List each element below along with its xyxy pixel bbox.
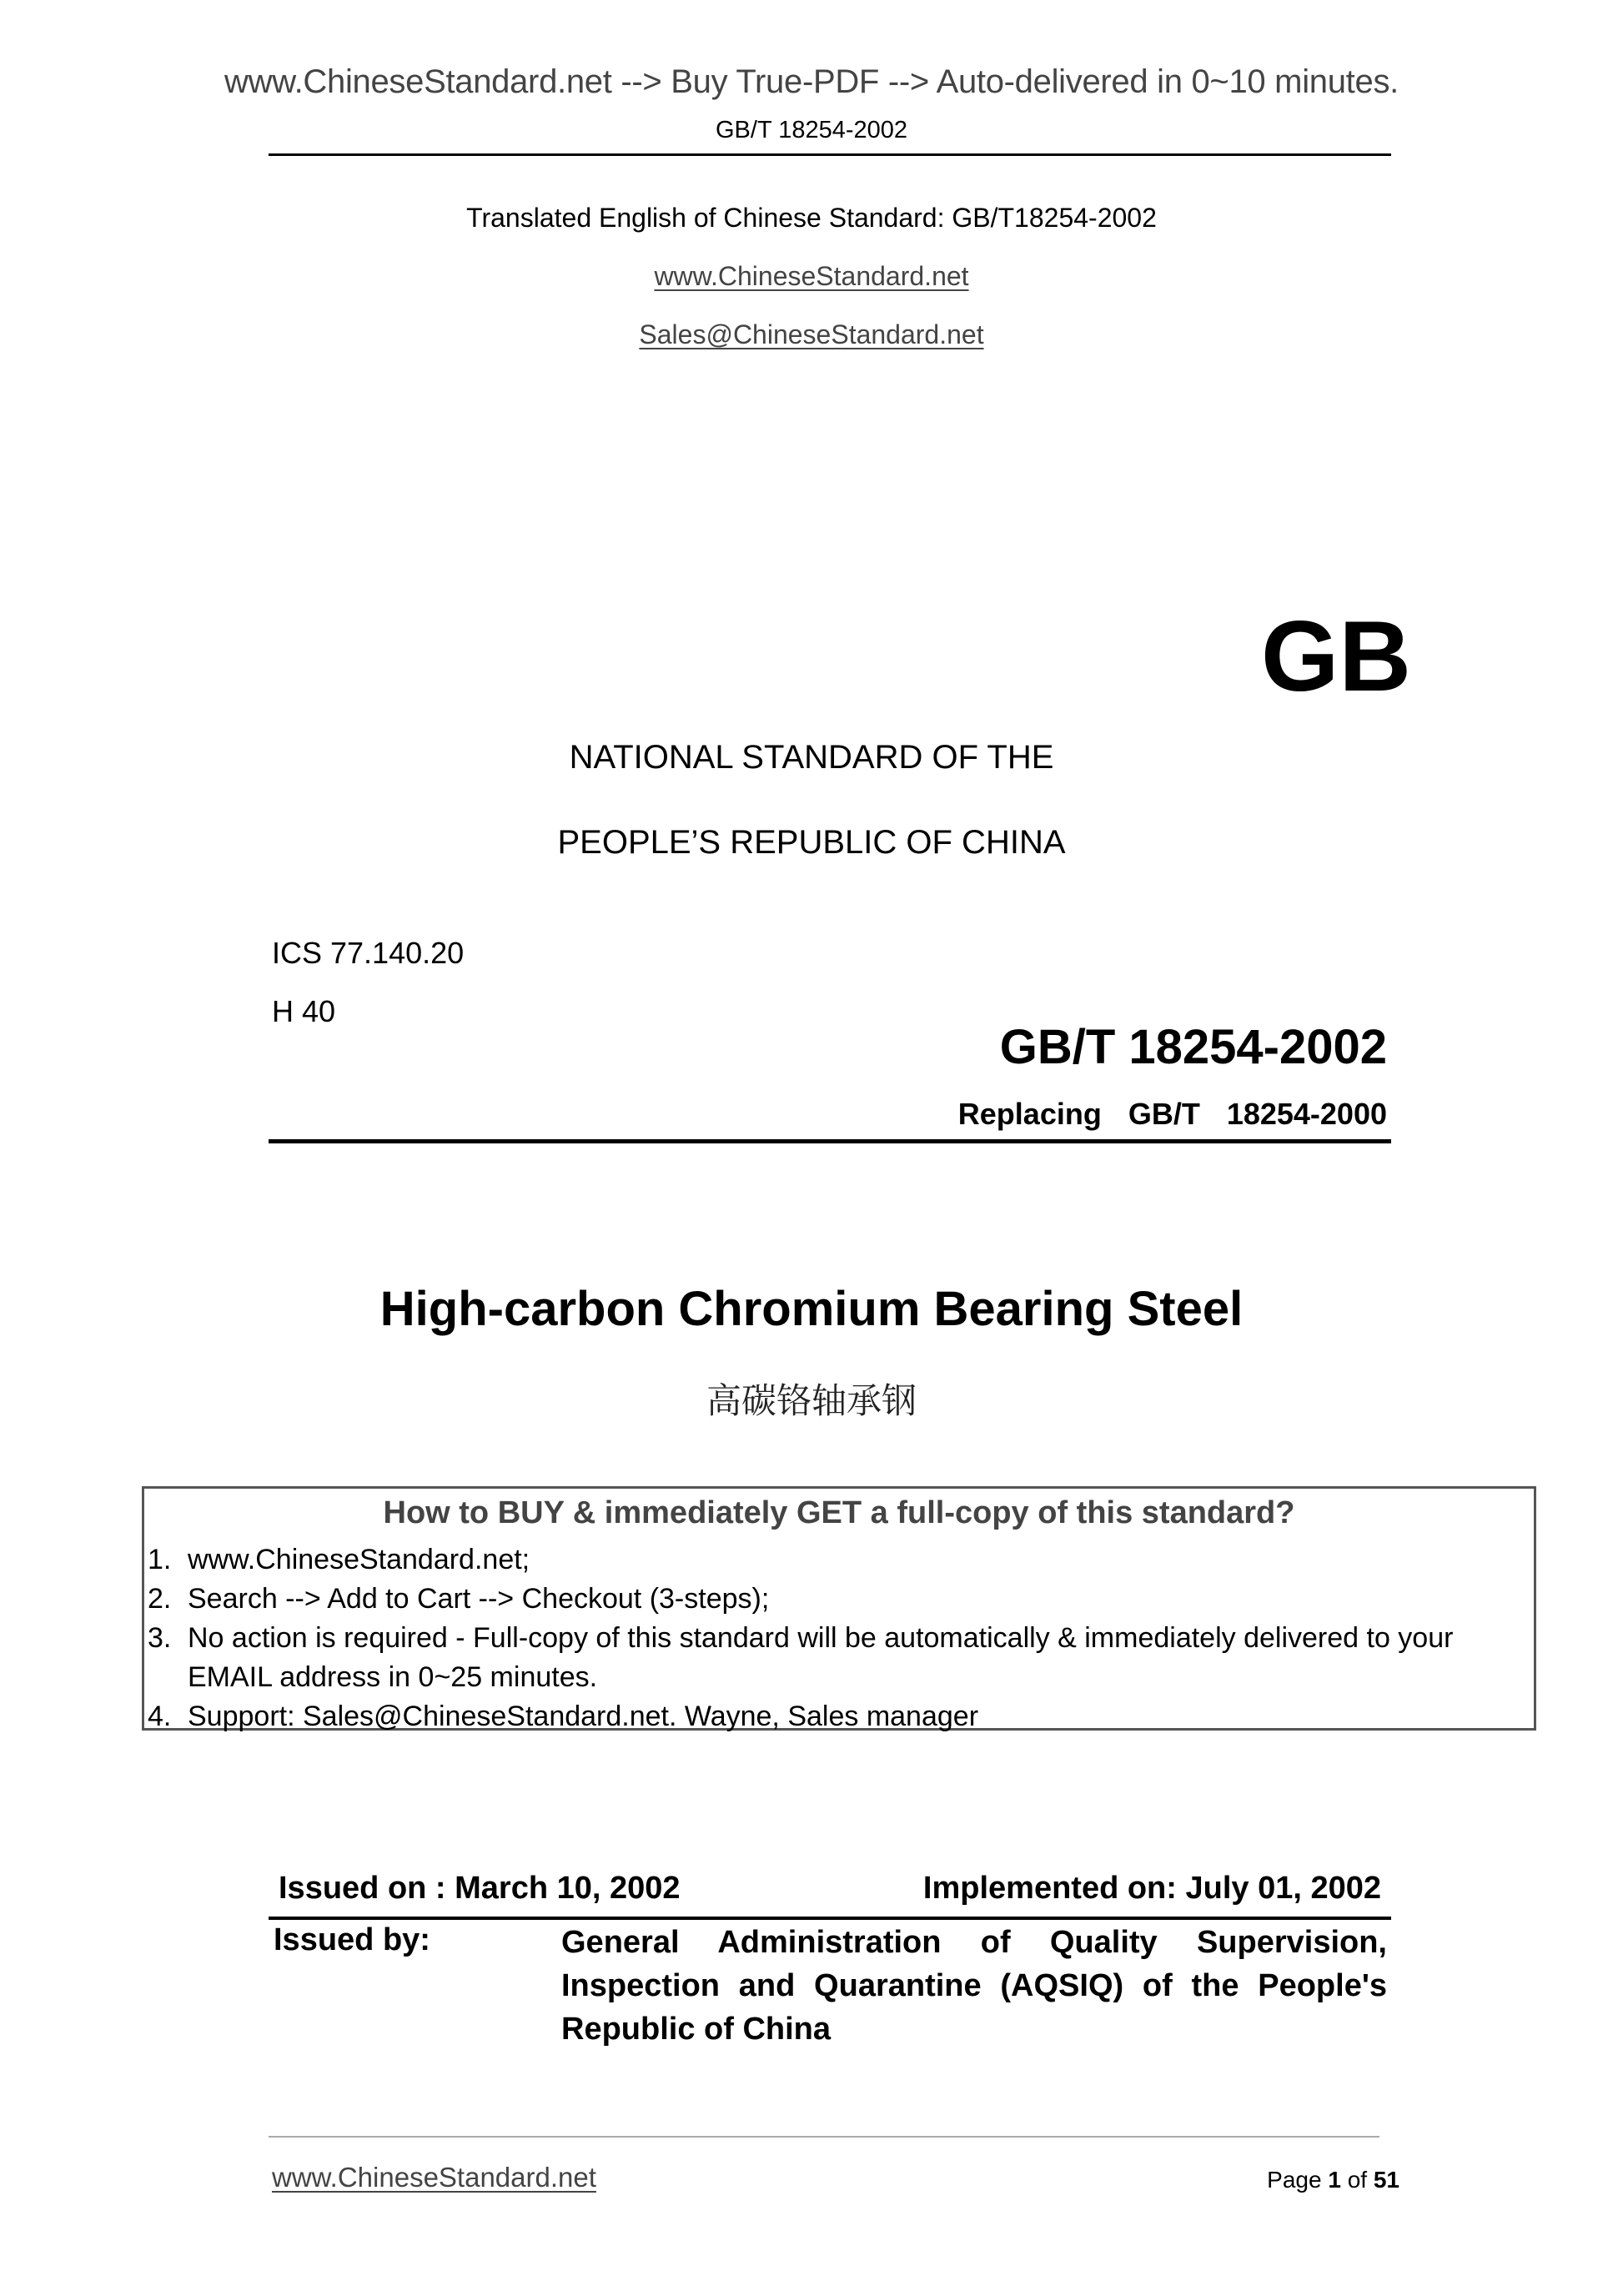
footer-divider xyxy=(269,2136,1379,2138)
how-to-buy-list xyxy=(148,1540,1527,1736)
replacing-standard: Replacing GB/T 18254-2000 xyxy=(957,1097,1387,1131)
dates-divider xyxy=(269,1917,1391,1920)
running-header-code: GB/T 18254-2002 xyxy=(715,117,908,143)
standard-code: GB/T 18254-2002 xyxy=(999,1020,1387,1074)
website-link-wrapper xyxy=(0,261,1623,292)
page-total: 51 xyxy=(1373,2167,1399,2193)
list-text: Support: Sales@ChineseStandard.net. Wayne, Sales manager xyxy=(188,1701,979,1732)
page-of-label: of xyxy=(1347,2167,1368,2193)
page-number xyxy=(1267,2167,1399,2193)
list-item xyxy=(148,1540,1527,1580)
email-link-wrapper xyxy=(0,319,1623,350)
page-current: 1 xyxy=(1328,2167,1341,2193)
list-number: 3. xyxy=(148,1622,172,1654)
document-title-cn: 高碳铬轴承钢 xyxy=(706,1381,917,1420)
list-item xyxy=(148,1619,1527,1697)
footer-link-wrapper xyxy=(272,2162,596,2193)
classification-codes xyxy=(272,924,464,1041)
national-standard-line1: NATIONAL STANDARD OF THE xyxy=(569,739,1054,776)
website-link[interactable]: www.ChineseStandard.net xyxy=(654,261,969,291)
how-to-buy-box xyxy=(142,1486,1536,1731)
list-text: Search --> Add to Cart --> Checkout (3-steps); xyxy=(188,1583,770,1615)
issuing-authority: General Administration of Quality Supervision, Inspection and Quarantine (AQSIQ) of the People's Republic of China xyxy=(561,1925,1387,2047)
translation-notice: Translated English of Chinese Standard: GB/T18254-2002 xyxy=(466,203,1157,233)
list-text: No action is required - Full-copy of this standard will be automatically & immediately delivered to your EMAIL address in 0~25 minutes. xyxy=(188,1622,1454,1693)
national-standard-line2: PEOPLE’S REPUBLIC OF CHINA xyxy=(557,824,1066,861)
issued-on-date: Issued on : March 10, 2002 xyxy=(279,1871,681,1906)
header-divider xyxy=(269,153,1391,156)
sales-email-link[interactable]: Sales@ChineseStandard.net xyxy=(639,319,984,349)
document-title-en: High-carbon Chromium Bearing Steel xyxy=(379,1282,1244,1336)
footer-website-link[interactable]: www.ChineseStandard.net xyxy=(272,2162,596,2193)
issued-by-label: Issued by: xyxy=(274,1922,430,1957)
list-item xyxy=(148,1580,1527,1619)
list-number: 2. xyxy=(148,1583,172,1615)
list-number: 1. xyxy=(148,1544,172,1575)
how-to-buy-title: How to BUY & immediately GET a full-copy of this standard? xyxy=(383,1495,1295,1530)
list-item xyxy=(148,1697,1527,1736)
ics-code: ICS 77.140.20 xyxy=(272,936,465,970)
implemented-on-date: Implemented on: July 01, 2002 xyxy=(922,1871,1381,1906)
list-number: 4. xyxy=(148,1701,172,1732)
cover-divider xyxy=(269,1139,1391,1143)
promo-banner: www.ChineseStandard.net --> Buy True-PDF --> Auto-delivered in 0~10 minutes. xyxy=(224,63,1399,100)
page-label: Page xyxy=(1267,2167,1322,2193)
gb-mark: GB xyxy=(1261,600,1411,712)
ccs-code: H 40 xyxy=(272,994,336,1028)
list-text: www.ChineseStandard.net; xyxy=(188,1544,530,1575)
